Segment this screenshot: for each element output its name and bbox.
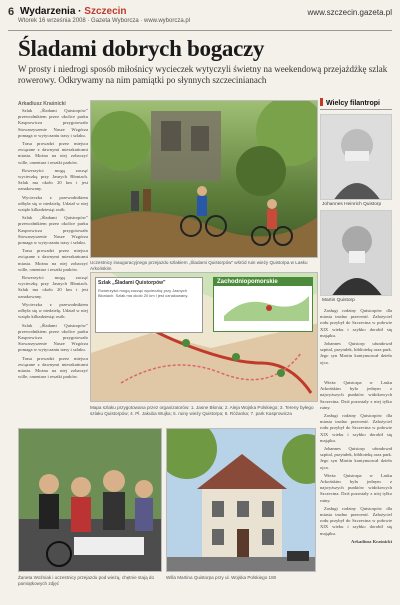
map-info-text: Rowerzyści mogą zacząć wycieczkę przy Jasnych Błoniach. Szlak ma około 20 km i jest oznakowany. <box>98 288 189 298</box>
portrait-johannes-caption: Johannes Heinrich Quistorp <box>322 202 382 207</box>
section-name: Wydarzenia <box>20 6 76 17</box>
photo-cyclists-image <box>91 101 318 258</box>
paragraph: Trasa prowadzi przez miejsca związane z dawnymi mieszkańcami miasta. Można na niej zobaczyć wille, cmentarz i resztki parków. <box>18 141 88 165</box>
section-title: Wydarzenia · Szczecin <box>20 6 127 17</box>
photo-cyclists-caption: Uczestnicy inauguracyjnego przejazdu szlakiem „Śladami Quistorpów” wśród ruin wieży Quistorpa w Lasku Arkońskim <box>90 260 308 271</box>
site-url[interactable]: www.szczecin.gazeta.pl <box>307 8 392 17</box>
portrait-johannes <box>320 114 392 200</box>
paragraph: Rowerzyści mogą zacząć wycieczkę przy Jasnych Błoniach. Szlak ma około 20 km i jest oznakowany. <box>18 167 88 192</box>
map-region-title: Zachodniopomorskie <box>214 278 312 286</box>
map-info-box <box>95 277 203 333</box>
header-rule <box>8 30 392 31</box>
photo-group-caption: Żaneta Woźniak i uczestnicy przejazdu pod wieżą, chętnie stają do pamiątkowych zdjęć <box>18 575 155 586</box>
paragraph: Johannes Quistorp ufundował szpital, przytułek, bibliotekę oraz park. Jego syn Martin kontynuował dzieło ojca. <box>320 446 392 470</box>
byline: Arkadiusz Kraśnicki <box>18 101 66 107</box>
headline: Śladami dobrych bogaczy <box>18 36 265 61</box>
lead-paragraph: W prosty i niedrogi sposób miłośnicy wycieczek wytyczyli świetny na weekendową przejażdżkę szlak rowerowy. Odkrywamy na nim pamiątki po słynnych szczecinianach <box>18 64 388 85</box>
portrait-martin-image <box>321 211 392 296</box>
paragraph: Zasługi rodziny Quistorpów dla miasta trudno przecenić. Założyciel rodu przybył do Szczecina w połowie XIX wieku i szybko dorobił się majątku. <box>320 308 392 338</box>
sidebar-body <box>320 380 392 592</box>
photo-villa-image <box>167 429 316 572</box>
paragraph: Trasa prowadzi przez miejsca związane z dawnymi mieszkańcami miasta. Można na niej zobaczyć wille, cmentarz i resztki parków. <box>18 355 88 380</box>
section-city: Szczecin <box>84 6 127 17</box>
photo-group <box>18 428 162 572</box>
paragraph: Zasługi rodziny Quistorpów dla miasta trudno przecenić. Założyciel rodu przybył do Szczecina w połowie XIX wieku i szybko dorobił się majątku. <box>320 505 392 536</box>
photo-group-image <box>19 429 162 572</box>
paragraph: Wieża Quistorpa w Lasku Arkońskim była jednym z najwyższych punktów widokowych Szczecina. Dziś pozostały z niej tylko ruiny. <box>320 380 392 410</box>
photo-cyclists-ruins <box>90 100 318 258</box>
photo-villa-caption: Willa Martina Quistorpa przy ul. Wojska Polskiego 180 <box>166 575 277 580</box>
map-info-subtitle: Szlak „Śladami Quistorpów” <box>98 280 166 286</box>
trail-map <box>90 272 318 402</box>
date-line: Wtorek 16 września 2008 · Gazeta Wyborcza · www.wyborcza.pl <box>18 18 191 24</box>
sidebar-title-text: Wielcy filantropi <box>326 100 381 107</box>
map-caption: Mapa szlaku przygotowana przez organizatorów: 1. Jasne Błonia; 2. Aleja Wojska Polskiego; 3. Tereny byłego szlaku Quistorpów; 4. Pl. Jakuba Wujka; 5. ruiny wieży Quistorpa; 6. Różanka; 7. park Kasprowicza <box>90 405 314 416</box>
paragraph: Szlak „Śladami Quistorpów” przewodnikiem przez okolice parku Kasprowicza przygotowało Stowarzyszenie Nasze Wzgórza pomaga w wytyczaniu trasy i szlaku. <box>18 215 88 246</box>
paragraph: Johannes Quistorp ufundował szpital, przytułek, bibliotekę oraz park. Jego syn Martin kontynuował dzieło ojca. <box>320 341 392 365</box>
article-body-column <box>18 108 88 420</box>
paragraph: Rowerzyści mogą zacząć wycieczkę przy Jasnych Błoniach. Szlak ma około 20 km i jest oznakowany. <box>18 275 88 299</box>
paragraph: Szlak „Śladami Quistorpów” przewodnikiem przez okolice parku Kasprowicza przygotowało Stowarzyszenie Nasze Wzgórza pomaga w wytyczaniu trasy i szlaku. <box>18 322 88 353</box>
map-region-shape <box>214 286 314 326</box>
paragraph: Szlak „Śladami Quistorpów” przewodnikiem przez okolice parku Kasprowicza przygotowało Stowarzyszenie Nasze Wzgórza pomaga w wytyczaniu trasy i szlaku. <box>18 108 88 138</box>
photo-villa <box>166 428 316 572</box>
map-region-box <box>213 277 313 332</box>
paragraph: Trasa prowadzi przez miejsca związane z dawnymi mieszkańcami miasta. Można na niej zobaczyć wille, cmentarz i resztki parków. <box>18 248 88 272</box>
paragraph: Wycieczka z przewodnikiem odbyła się w niedzielę. Udział w niej wzięło kilkadziesiąt osób. <box>18 194 88 213</box>
sidebar-title-marker <box>320 98 323 106</box>
page-header <box>8 6 392 30</box>
sidebar-title <box>320 98 392 110</box>
page-number: 6 <box>8 6 15 18</box>
paragraph: Wycieczka z przewodnikiem odbyła się w niedzielę. Udział w niej wzięło kilkadziesiąt osób. <box>18 301 88 320</box>
paragraph: Wieża Quistorpa w Lasku Arkońskim była jednym z najwyższych punktów widokowych Szczecina. Dziś pozostały z niej tylko ruiny. <box>320 472 392 503</box>
sidebar-body-top <box>320 308 392 378</box>
paragraph: Zasługi rodziny Quistorpów dla miasta trudno przecenić. Założyciel rodu przybył do Szczecina w połowie XIX wieku i szybko dorobił się majątku. <box>320 413 392 443</box>
portrait-martin-caption: Martin Quistorp <box>322 298 355 303</box>
portrait-johannes-image <box>321 115 392 200</box>
sidebar-signature: Arkadiusz Kraśnicki <box>351 538 392 544</box>
portrait-martin <box>320 210 392 296</box>
